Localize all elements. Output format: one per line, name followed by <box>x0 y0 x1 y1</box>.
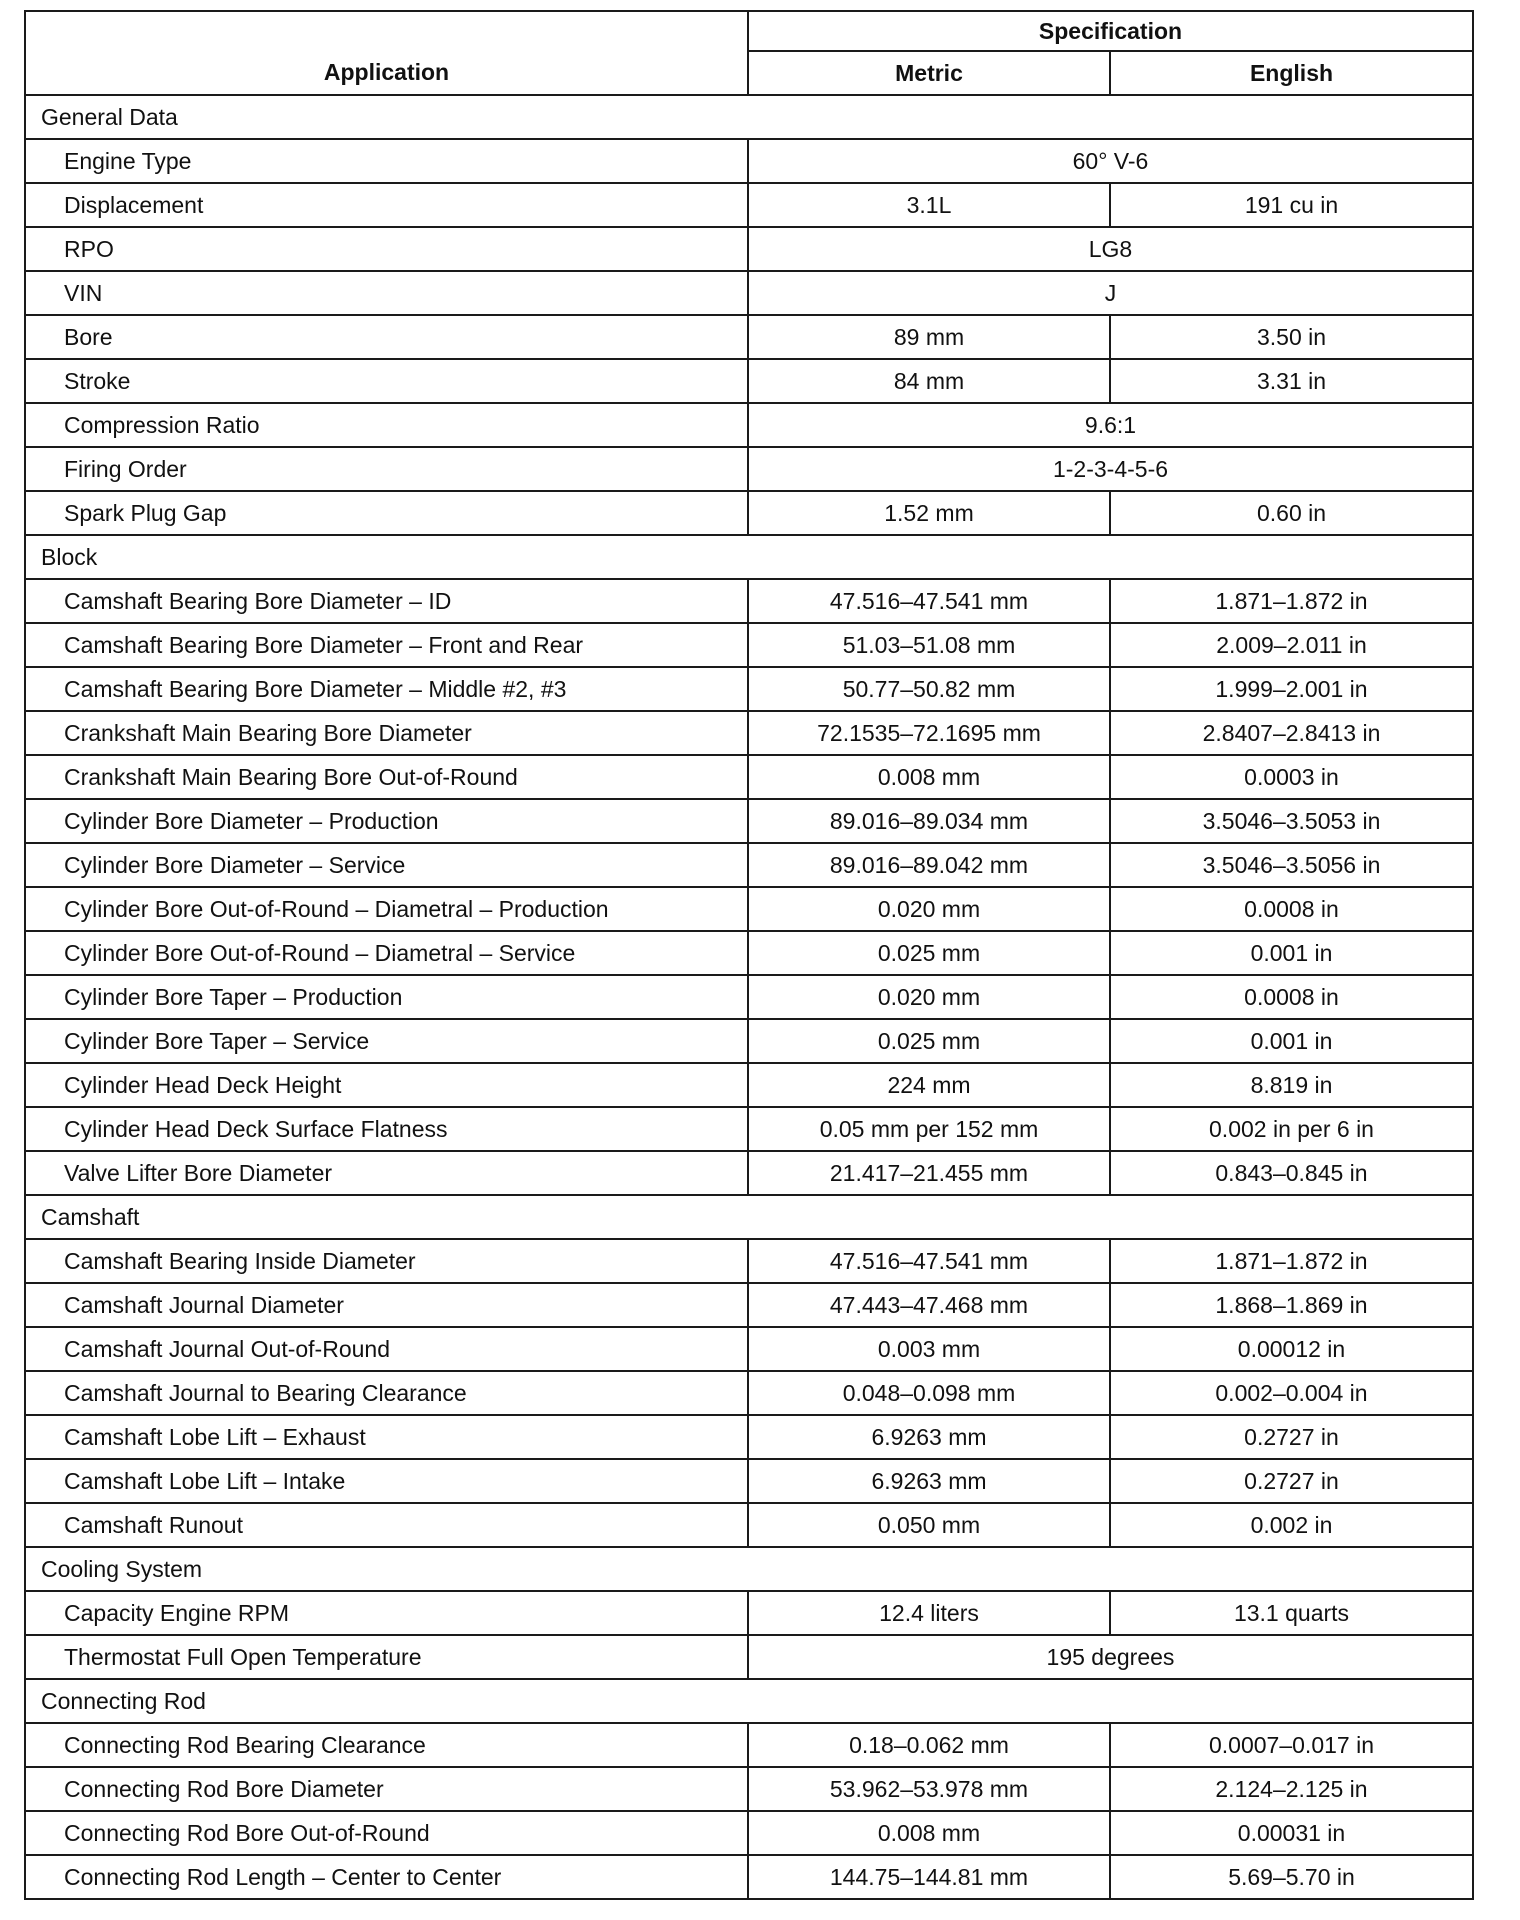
spec-label: Cylinder Bore Taper – Production <box>25 975 748 1019</box>
spec-label: Crankshaft Main Bearing Bore Out-of-Round <box>25 755 748 799</box>
spec-label: Connecting Rod Bore Diameter <box>25 1767 748 1811</box>
section-row <box>25 535 1473 579</box>
specification-body <box>25 95 1473 1899</box>
spec-row <box>25 1811 1473 1855</box>
section-title: Camshaft <box>25 1195 1473 1239</box>
spec-label: Camshaft Journal Out-of-Round <box>25 1327 748 1371</box>
spec-label: Camshaft Bearing Inside Diameter <box>25 1239 748 1283</box>
spec-value-metric: 6.9263 mm <box>748 1459 1110 1503</box>
spec-label: Camshaft Journal to Bearing Clearance <box>25 1371 748 1415</box>
spec-label: Cylinder Bore Taper – Service <box>25 1019 748 1063</box>
spec-row <box>25 1855 1473 1899</box>
spec-label: Camshaft Bearing Bore Diameter – ID <box>25 579 748 623</box>
section-title: Block <box>25 535 1473 579</box>
spec-row <box>25 271 1473 315</box>
spec-label: Capacity Engine RPM <box>25 1591 748 1635</box>
section-title: General Data <box>25 95 1473 139</box>
spec-label: Connecting Rod Bore Out-of-Round <box>25 1811 748 1855</box>
spec-value-metric: 0.008 mm <box>748 755 1110 799</box>
spec-value-english: 0.001 in <box>1110 1019 1473 1063</box>
spec-value-english: 3.5046–3.5053 in <box>1110 799 1473 843</box>
spec-label: Connecting Rod Bearing Clearance <box>25 1723 748 1767</box>
spec-label: Cylinder Bore Out-of-Round – Diametral – Production <box>25 887 748 931</box>
spec-label: Camshaft Lobe Lift – Exhaust <box>25 1415 748 1459</box>
spec-value-metric: 0.025 mm <box>748 1019 1110 1063</box>
spec-row <box>25 403 1473 447</box>
spec-value-combined: J <box>748 271 1473 315</box>
spec-label: Camshaft Lobe Lift – Intake <box>25 1459 748 1503</box>
spec-value-metric: 72.1535–72.1695 mm <box>748 711 1110 755</box>
spec-label: Connecting Rod Length – Center to Center <box>25 1855 748 1899</box>
spec-row <box>25 1151 1473 1195</box>
spec-row <box>25 227 1473 271</box>
section-title: Cooling System <box>25 1547 1473 1591</box>
spec-value-english: 1.871–1.872 in <box>1110 579 1473 623</box>
spec-label: Stroke <box>25 359 748 403</box>
spec-value-english: 3.31 in <box>1110 359 1473 403</box>
spec-row <box>25 887 1473 931</box>
spec-value-english: 3.5046–3.5056 in <box>1110 843 1473 887</box>
spec-value-metric: 51.03–51.08 mm <box>748 623 1110 667</box>
spec-value-english: 3.50 in <box>1110 315 1473 359</box>
spec-row <box>25 1239 1473 1283</box>
spec-row <box>25 931 1473 975</box>
spec-value-english: 0.00031 in <box>1110 1811 1473 1855</box>
spec-value-english: 1.871–1.872 in <box>1110 1239 1473 1283</box>
spec-value-metric: 3.1L <box>748 183 1110 227</box>
spec-label: Thermostat Full Open Temperature <box>25 1635 748 1679</box>
spec-row <box>25 183 1473 227</box>
section-row <box>25 1679 1473 1723</box>
spec-row <box>25 711 1473 755</box>
spec-value-english: 0.0008 in <box>1110 887 1473 931</box>
spec-value-metric: 0.18–0.062 mm <box>748 1723 1110 1767</box>
spec-label: Engine Type <box>25 139 748 183</box>
spec-label: Camshaft Journal Diameter <box>25 1283 748 1327</box>
spec-value-english: 0.0008 in <box>1110 975 1473 1019</box>
spec-value-metric: 144.75–144.81 mm <box>748 1855 1110 1899</box>
spec-value-english: 0.2727 in <box>1110 1415 1473 1459</box>
spec-value-metric: 47.516–47.541 mm <box>748 579 1110 623</box>
spec-row <box>25 623 1473 667</box>
section-row <box>25 1195 1473 1239</box>
spec-row <box>25 491 1473 535</box>
spec-value-metric: 0.003 mm <box>748 1327 1110 1371</box>
spec-row <box>25 1327 1473 1371</box>
spec-row <box>25 1371 1473 1415</box>
spec-label: Camshaft Runout <box>25 1503 748 1547</box>
spec-label: Cylinder Head Deck Height <box>25 1063 748 1107</box>
metric-column-header: Metric <box>748 51 1110 95</box>
spec-value-english: 13.1 quarts <box>1110 1591 1473 1635</box>
spec-row <box>25 1415 1473 1459</box>
spec-value-metric: 84 mm <box>748 359 1110 403</box>
spec-value-combined: 60° V-6 <box>748 139 1473 183</box>
spec-label: VIN <box>25 271 748 315</box>
english-column-header: English <box>1110 51 1473 95</box>
spec-row <box>25 447 1473 491</box>
spec-value-metric: 0.020 mm <box>748 975 1110 1019</box>
spec-value-english: 0.0003 in <box>1110 755 1473 799</box>
spec-value-metric: 89.016–89.042 mm <box>748 843 1110 887</box>
spec-value-metric: 21.417–21.455 mm <box>748 1151 1110 1195</box>
spec-label: Compression Ratio <box>25 403 748 447</box>
spec-value-metric: 12.4 liters <box>748 1591 1110 1635</box>
spec-value-english: 0.843–0.845 in <box>1110 1151 1473 1195</box>
application-column-header: Application <box>25 11 748 95</box>
spec-value-english: 0.002–0.004 in <box>1110 1371 1473 1415</box>
spec-value-metric: 89.016–89.034 mm <box>748 799 1110 843</box>
spec-label: RPO <box>25 227 748 271</box>
spec-value-metric: 50.77–50.82 mm <box>748 667 1110 711</box>
spec-value-combined: 195 degrees <box>748 1635 1473 1679</box>
spec-value-combined: LG8 <box>748 227 1473 271</box>
spec-value-english: 0.002 in <box>1110 1503 1473 1547</box>
header-row-top <box>25 11 1473 51</box>
spec-row <box>25 843 1473 887</box>
spec-label: Cylinder Head Deck Surface Flatness <box>25 1107 748 1151</box>
spec-value-metric: 0.020 mm <box>748 887 1110 931</box>
spec-value-english: 2.124–2.125 in <box>1110 1767 1473 1811</box>
spec-row <box>25 755 1473 799</box>
spec-row <box>25 975 1473 1019</box>
spec-row <box>25 1459 1473 1503</box>
spec-label: Firing Order <box>25 447 748 491</box>
spec-value-english: 191 cu in <box>1110 183 1473 227</box>
spec-value-english: 1.868–1.869 in <box>1110 1283 1473 1327</box>
spec-row <box>25 1723 1473 1767</box>
spec-row <box>25 667 1473 711</box>
spec-value-metric: 1.52 mm <box>748 491 1110 535</box>
spec-value-english: 0.60 in <box>1110 491 1473 535</box>
spec-value-metric: 53.962–53.978 mm <box>748 1767 1110 1811</box>
spec-value-english: 2.8407–2.8413 in <box>1110 711 1473 755</box>
spec-value-metric: 0.050 mm <box>748 1503 1110 1547</box>
spec-value-english: 0.00012 in <box>1110 1327 1473 1371</box>
spec-row <box>25 315 1473 359</box>
spec-label: Camshaft Bearing Bore Diameter – Front and Rear <box>25 623 748 667</box>
spec-value-english: 0.001 in <box>1110 931 1473 975</box>
section-row <box>25 1547 1473 1591</box>
spec-value-metric: 0.05 mm per 152 mm <box>748 1107 1110 1151</box>
specification-table <box>24 10 1474 1900</box>
spec-value-english: 0.0007–0.017 in <box>1110 1723 1473 1767</box>
spec-value-english: 2.009–2.011 in <box>1110 623 1473 667</box>
section-title: Connecting Rod <box>25 1679 1473 1723</box>
spec-value-combined: 1-2-3-4-5-6 <box>748 447 1473 491</box>
spec-value-metric: 224 mm <box>748 1063 1110 1107</box>
spec-row <box>25 1019 1473 1063</box>
spec-row <box>25 1635 1473 1679</box>
spec-row <box>25 1283 1473 1327</box>
spec-value-english: 8.819 in <box>1110 1063 1473 1107</box>
spec-label: Crankshaft Main Bearing Bore Diameter <box>25 711 748 755</box>
spec-value-english: 5.69–5.70 in <box>1110 1855 1473 1899</box>
spec-value-metric: 47.443–47.468 mm <box>748 1283 1110 1327</box>
spec-value-metric: 0.008 mm <box>748 1811 1110 1855</box>
spec-label: Cylinder Bore Diameter – Production <box>25 799 748 843</box>
spec-label: Cylinder Bore Diameter – Service <box>25 843 748 887</box>
spec-row <box>25 1503 1473 1547</box>
spec-label: Spark Plug Gap <box>25 491 748 535</box>
spec-label: Cylinder Bore Out-of-Round – Diametral – Service <box>25 931 748 975</box>
spec-value-english: 1.999–2.001 in <box>1110 667 1473 711</box>
spec-label: Camshaft Bearing Bore Diameter – Middle #2, #3 <box>25 667 748 711</box>
spec-row <box>25 799 1473 843</box>
spec-value-metric: 47.516–47.541 mm <box>748 1239 1110 1283</box>
spec-label: Valve Lifter Bore Diameter <box>25 1151 748 1195</box>
specification-column-header: Specification <box>748 11 1473 51</box>
spec-label: Displacement <box>25 183 748 227</box>
spec-row <box>25 359 1473 403</box>
spec-value-metric: 6.9263 mm <box>748 1415 1110 1459</box>
spec-row <box>25 579 1473 623</box>
section-row <box>25 95 1473 139</box>
spec-label: Bore <box>25 315 748 359</box>
spec-value-metric: 89 mm <box>748 315 1110 359</box>
spec-value-english: 0.2727 in <box>1110 1459 1473 1503</box>
spec-value-metric: 0.025 mm <box>748 931 1110 975</box>
spec-row <box>25 1063 1473 1107</box>
spec-row <box>25 1591 1473 1635</box>
spec-row <box>25 139 1473 183</box>
spec-row <box>25 1107 1473 1151</box>
spec-value-combined: 9.6:1 <box>748 403 1473 447</box>
spec-value-metric: 0.048–0.098 mm <box>748 1371 1110 1415</box>
spec-value-english: 0.002 in per 6 in <box>1110 1107 1473 1151</box>
spec-row <box>25 1767 1473 1811</box>
